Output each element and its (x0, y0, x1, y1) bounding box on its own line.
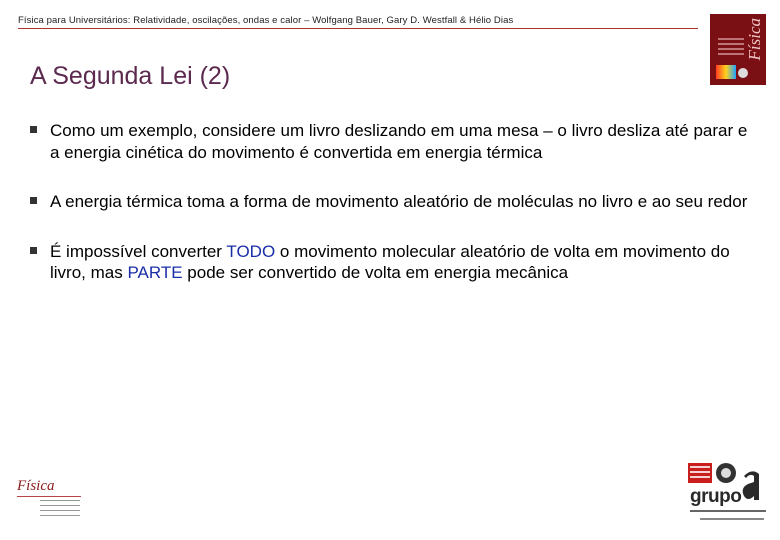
bullet-item (30, 120, 750, 163)
bullet-text: Como um exemplo, considere um livro deslizando em uma mesa – o livro desliza até parar e a energia cinética do movimento é convertida em energia térmica (50, 121, 748, 162)
header-divider (18, 28, 698, 29)
book-cover-thumbnail (710, 14, 766, 85)
bullet-item (30, 241, 750, 284)
bullet-text: pode ser convertido de volta em energia mecânica (182, 263, 569, 282)
fisica-logo-rule (17, 496, 81, 497)
grupo-a-logo-letter (740, 462, 764, 502)
highlighted-text: TODO (226, 241, 276, 261)
book-cover-title: Física (745, 18, 764, 61)
book-cover-seal (738, 68, 748, 78)
grupo-a-url (700, 518, 764, 520)
book-header: Física para Universitários: Relatividade, oscilações, ondas e calor – Wolfgang Bauer, Gary D. Westfall & Hélio Dias (18, 15, 514, 26)
bullet-list (30, 120, 750, 312)
grupo-a-tagline (690, 510, 766, 512)
book-cover-image (716, 65, 736, 79)
bullet-text: o movimento molecular aleatório de volta em movimento do livro, mas (50, 241, 730, 282)
mcgraw-hill-logo (688, 463, 712, 483)
publisher-seal-icon (716, 463, 736, 483)
bullet-square-icon (30, 247, 37, 254)
bullet-square-icon (30, 197, 37, 204)
bullet-text: É impossível converter (50, 241, 227, 261)
fisica-logo-subtext (40, 500, 80, 520)
highlighted-text: PARTE (127, 263, 183, 282)
bullet-square-icon (30, 126, 37, 133)
fisica-logo: Física (17, 478, 55, 494)
bullet-item (30, 191, 750, 213)
grupo-a-logo-text: grupo (690, 486, 742, 507)
book-cover-text-lines (718, 38, 744, 58)
slide-title: A Segunda Lei (2) (30, 62, 231, 90)
bullet-text: A energia térmica toma a forma de movimento aleatório de moléculas no livro e ao seu redor (50, 192, 748, 211)
